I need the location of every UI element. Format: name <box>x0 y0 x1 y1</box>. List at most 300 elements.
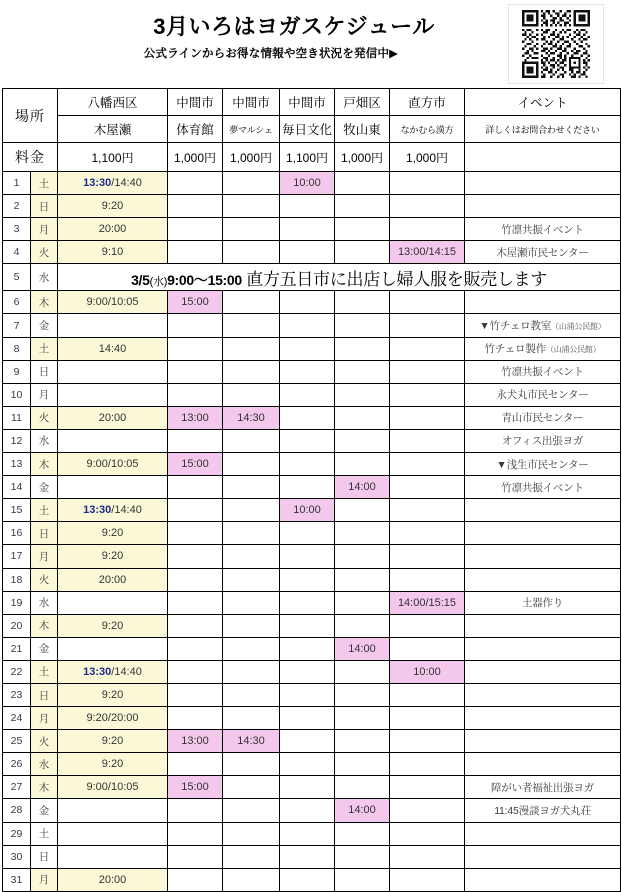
page-header <box>0 0 622 88</box>
slot-makiyamahigashi[interactable]: 14:00 <box>335 476 390 499</box>
header-area-yumemarche: 中間市 <box>223 89 280 116</box>
weekday-label: 月 <box>31 707 58 730</box>
highlighted-time: 13:30 <box>83 665 112 678</box>
slot-mainichibunka <box>280 241 335 264</box>
slot-yumemarche <box>223 172 280 195</box>
banner-text: 直方五日市に出店し婦人服を販売します <box>241 269 547 289</box>
weekday-label: 土 <box>31 660 58 683</box>
slot-makiyamahigashi <box>335 218 390 241</box>
slot-koyanose[interactable]: 20:00 <box>58 406 168 429</box>
slot-mainichibunka <box>280 522 335 545</box>
fee-event <box>465 143 621 172</box>
event-cell <box>465 753 621 776</box>
slot-mainichibunka <box>280 683 335 706</box>
slot-makiyamahigashi <box>335 522 390 545</box>
slot-makiyamahigashi <box>335 172 390 195</box>
highlighted-time: 13:30 <box>83 504 112 517</box>
event-cell <box>465 195 621 218</box>
event-cell[interactable]: 11:45漫談ヨガ犬丸荘 <box>465 799 621 822</box>
slot-koyanose[interactable]: 9:20 <box>58 545 168 568</box>
weekday-label: 木 <box>31 614 58 637</box>
slot-makiyamahigashi <box>335 429 390 452</box>
table-row <box>3 522 621 545</box>
slot-taiikukan <box>168 545 223 568</box>
weekday-label: 木 <box>31 291 58 314</box>
table-row <box>3 453 621 476</box>
event-cell <box>465 822 621 845</box>
slot-koyanose <box>58 383 168 406</box>
slot-yumemarche <box>223 591 280 614</box>
table-row <box>3 545 621 568</box>
slot-makiyamahigashi <box>335 776 390 799</box>
slot-yumemarche <box>223 660 280 683</box>
slot-makiyamahigashi <box>335 822 390 845</box>
day-number: 3 <box>3 218 31 241</box>
event-location-note: （山浦公民館） <box>545 345 601 355</box>
slot-nakamurakanpo <box>390 383 465 406</box>
slot-taiikukan <box>168 707 223 730</box>
slot-yumemarche <box>223 291 280 314</box>
slot-taiikukan <box>168 172 223 195</box>
table-row <box>3 660 621 683</box>
slot-taiikukan <box>168 799 223 822</box>
weekday-label: 日 <box>31 360 58 383</box>
weekday-label: 月 <box>31 868 58 891</box>
slot-makiyamahigashi <box>335 753 390 776</box>
schedule-table <box>2 88 621 892</box>
fee-nakamurakanpo: 1,000円 <box>390 143 465 172</box>
slot-nakamurakanpo <box>390 707 465 730</box>
slot-mainichibunka <box>280 568 335 591</box>
slot-taiikukan[interactable]: 15:00 <box>168 776 223 799</box>
day-number: 13 <box>3 453 31 476</box>
slot-yumemarche <box>223 429 280 452</box>
slot-nakamurakanpo <box>390 522 465 545</box>
weekday-label: 火 <box>31 568 58 591</box>
event-cell <box>465 291 621 314</box>
slot-taiikukan[interactable]: 13:00 <box>168 730 223 753</box>
slot-yumemarche <box>223 614 280 637</box>
slot-nakamurakanpo <box>390 406 465 429</box>
table-row <box>3 776 621 799</box>
slot-yumemarche <box>223 383 280 406</box>
header-venue-event-note: 詳しくはお問合わせください <box>465 116 621 143</box>
page-subtitle: 公式ラインからお得な情報や空き状況を発信中▶ <box>143 48 399 60</box>
slot-taiikukan <box>168 660 223 683</box>
slot-mainichibunka <box>280 218 335 241</box>
event-cell[interactable]: 竹凛共振イベント <box>465 360 621 383</box>
header-row-area <box>3 89 621 116</box>
event-cell[interactable] <box>465 337 621 360</box>
slot-mainichibunka <box>280 753 335 776</box>
slot-mainichibunka <box>280 660 335 683</box>
slot-nakamurakanpo <box>390 683 465 706</box>
day-number: 2 <box>3 195 31 218</box>
event-cell <box>465 660 621 683</box>
slot-nakamurakanpo[interactable]: 13:00/14:15 <box>390 241 465 264</box>
table-row <box>3 822 621 845</box>
event-cell[interactable]: 竹凛共振イベント <box>465 218 621 241</box>
slot-taiikukan <box>168 241 223 264</box>
event-cell[interactable]: 永犬丸市民センター <box>465 383 621 406</box>
day-number: 19 <box>3 591 31 614</box>
weekday-label: 火 <box>31 241 58 264</box>
day-number: 11 <box>3 406 31 429</box>
weekday-label: 土 <box>31 172 58 195</box>
header-row-venue <box>3 116 621 143</box>
weekday-label: 木 <box>31 776 58 799</box>
table-row <box>3 591 621 614</box>
slot-mainichibunka <box>280 337 335 360</box>
table-row <box>3 614 621 637</box>
slot-yumemarche <box>223 314 280 337</box>
slot-koyanose[interactable]: 9:20 <box>58 522 168 545</box>
day-number: 28 <box>3 799 31 822</box>
weekday-label: 木 <box>31 453 58 476</box>
slot-taiikukan[interactable]: 15:00 <box>168 291 223 314</box>
banner-time: 9:00〜15:00 <box>167 271 242 288</box>
day-number: 16 <box>3 522 31 545</box>
slot-makiyamahigashi <box>335 568 390 591</box>
slot-mainichibunka <box>280 291 335 314</box>
table-row <box>3 568 621 591</box>
slot-koyanose <box>58 429 168 452</box>
qr-code-frame <box>508 4 604 84</box>
slot-taiikukan <box>168 383 223 406</box>
header-venue-mainichibunka: 毎日文化 <box>280 116 335 143</box>
event-cell[interactable]: 土器作り <box>465 591 621 614</box>
slot-yumemarche <box>223 845 280 868</box>
slot-nakamurakanpo <box>390 453 465 476</box>
slot-makiyamahigashi <box>335 614 390 637</box>
slot-koyanose[interactable]: 13:30/14:40 <box>58 499 168 522</box>
day-number: 14 <box>3 476 31 499</box>
slot-mainichibunka <box>280 545 335 568</box>
slot-yumemarche[interactable]: 14:30 <box>223 406 280 429</box>
header-area-taiikukan: 中間市 <box>168 89 223 116</box>
header-area-mainichibunka: 中間市 <box>280 89 335 116</box>
slot-koyanose[interactable]: 13:30/14:40 <box>58 660 168 683</box>
slot-makiyamahigashi <box>335 291 390 314</box>
slot-makiyamahigashi[interactable]: 14:00 <box>335 637 390 660</box>
weekday-label: 水 <box>31 753 58 776</box>
table-row <box>3 429 621 452</box>
event-cell <box>465 172 621 195</box>
slot-mainichibunka <box>280 614 335 637</box>
header-area-nakamurakanpo: 直方市 <box>390 89 465 116</box>
qr-code-icon <box>514 10 598 78</box>
day-number: 5 <box>3 264 31 291</box>
header-venue-nakamurakanpo: なかむら漢方 <box>390 116 465 143</box>
slot-mainichibunka[interactable]: 10:00 <box>280 172 335 195</box>
fee-taiikukan: 1,000円 <box>168 143 223 172</box>
event-cell <box>465 707 621 730</box>
slot-koyanose[interactable]: 9:20 <box>58 195 168 218</box>
slot-nakamurakanpo <box>390 568 465 591</box>
slot-nakamurakanpo <box>390 499 465 522</box>
header-area-event: イベント <box>465 89 621 116</box>
table-row <box>3 264 621 291</box>
fee-yumemarche: 1,000円 <box>223 143 280 172</box>
event-cell[interactable]: 木屋瀬市民センター <box>465 241 621 264</box>
slot-koyanose[interactable]: 9:20/20:00 <box>58 707 168 730</box>
weekday-label: 土 <box>31 499 58 522</box>
slot-nakamurakanpo <box>390 314 465 337</box>
day-number: 23 <box>3 683 31 706</box>
table-row <box>3 476 621 499</box>
slot-taiikukan <box>168 822 223 845</box>
slot-yumemarche <box>223 218 280 241</box>
slot-koyanose[interactable]: 13:30/14:40 <box>58 172 168 195</box>
weekday-label: 火 <box>31 730 58 753</box>
banner-weekday: (水) <box>149 275 168 288</box>
table-row <box>3 637 621 660</box>
slot-yumemarche <box>223 522 280 545</box>
slot-yumemarche <box>223 360 280 383</box>
slot-koyanose[interactable]: 14:40 <box>58 337 168 360</box>
slot-makiyamahigashi <box>335 499 390 522</box>
slot-yumemarche <box>223 799 280 822</box>
slot-yumemarche <box>223 241 280 264</box>
slot-koyanose <box>58 637 168 660</box>
slot-koyanose[interactable]: 20:00 <box>58 868 168 891</box>
fee-makiyamahigashi: 1,000円 <box>335 143 390 172</box>
event-location-note: （山浦公民館） <box>551 322 606 332</box>
slot-makiyamahigashi <box>335 683 390 706</box>
slot-taiikukan[interactable]: 15:00 <box>168 453 223 476</box>
slot-mainichibunka <box>280 314 335 337</box>
weekday-label: 日 <box>31 683 58 706</box>
highlighted-time: 13:30 <box>83 177 112 190</box>
slot-nakamurakanpo <box>390 545 465 568</box>
day-number: 9 <box>3 360 31 383</box>
day-number: 20 <box>3 614 31 637</box>
slot-makiyamahigashi <box>335 730 390 753</box>
slot-taiikukan <box>168 845 223 868</box>
slot-koyanose <box>58 799 168 822</box>
slot-mainichibunka <box>280 637 335 660</box>
event-title: ▼竹チェロ教室 <box>479 320 552 333</box>
slot-nakamurakanpo <box>390 429 465 452</box>
slot-makiyamahigashi[interactable]: 14:00 <box>335 799 390 822</box>
table-row <box>3 337 621 360</box>
slot-taiikukan[interactable]: 13:00 <box>168 406 223 429</box>
slot-makiyamahigashi <box>335 241 390 264</box>
slot-koyanose[interactable]: 9:00/10:05 <box>58 453 168 476</box>
slot-koyanose[interactable]: 9:20 <box>58 753 168 776</box>
slot-koyanose[interactable]: 9:10 <box>58 241 168 264</box>
slot-yumemarche <box>223 195 280 218</box>
slot-nakamurakanpo <box>390 195 465 218</box>
slot-nakamurakanpo[interactable]: 10:00 <box>390 660 465 683</box>
day-number: 8 <box>3 337 31 360</box>
weekday-label: 日 <box>31 195 58 218</box>
table-body <box>3 172 621 892</box>
day-number: 1 <box>3 172 31 195</box>
slot-koyanose[interactable]: 9:20 <box>58 683 168 706</box>
slot-koyanose <box>58 591 168 614</box>
event-title: 竹チェロ製作 <box>484 343 546 356</box>
slot-taiikukan <box>168 683 223 706</box>
day-number: 4 <box>3 241 31 264</box>
slot-koyanose[interactable]: 9:00/10:05 <box>58 776 168 799</box>
weekday-label: 日 <box>31 845 58 868</box>
event-cell <box>465 568 621 591</box>
slot-taiikukan <box>168 499 223 522</box>
slot-makiyamahigashi <box>335 707 390 730</box>
day-number: 24 <box>3 707 31 730</box>
event-cell[interactable]: 青山市民センター <box>465 406 621 429</box>
slot-yumemarche <box>223 822 280 845</box>
slot-makiyamahigashi <box>335 337 390 360</box>
event-cell <box>465 522 621 545</box>
weekday-label: 土 <box>31 337 58 360</box>
weekday-label: 金 <box>31 314 58 337</box>
weekday-label: 水 <box>31 591 58 614</box>
table-row <box>3 406 621 429</box>
table-row <box>3 360 621 383</box>
slot-nakamurakanpo <box>390 218 465 241</box>
slot-mainichibunka <box>280 453 335 476</box>
event-cell[interactable]: オフィス出張ヨガ <box>465 429 621 452</box>
slot-yumemarche <box>223 453 280 476</box>
header-venue-yumemarche: 夢マルシェ <box>223 116 280 143</box>
header-row-fee <box>3 143 621 172</box>
slot-yumemarche <box>223 337 280 360</box>
weekday-label: 火 <box>31 406 58 429</box>
table-row <box>3 218 621 241</box>
slot-nakamurakanpo <box>390 730 465 753</box>
slot-nakamurakanpo[interactable]: 14:00/15:15 <box>390 591 465 614</box>
event-cell <box>465 637 621 660</box>
header-venue-koyanose: 木屋瀬 <box>58 116 168 143</box>
event-cell[interactable]: ▼浅生市民センター <box>465 453 621 476</box>
event-cell[interactable]: 障がい者福祉出張ヨガ <box>465 776 621 799</box>
slot-taiikukan <box>168 522 223 545</box>
slot-makiyamahigashi <box>335 195 390 218</box>
slot-yumemarche[interactable]: 14:30 <box>223 730 280 753</box>
weekday-label: 水 <box>31 429 58 452</box>
slot-mainichibunka <box>280 730 335 753</box>
slot-makiyamahigashi <box>335 360 390 383</box>
slot-koyanose[interactable]: 9:20 <box>58 614 168 637</box>
header-place-label: 場所 <box>3 89 58 143</box>
slot-taiikukan <box>168 314 223 337</box>
slot-taiikukan <box>168 195 223 218</box>
slot-mainichibunka <box>280 776 335 799</box>
day-number: 31 <box>3 868 31 891</box>
slot-mainichibunka <box>280 799 335 822</box>
event-cell <box>465 499 621 522</box>
day-number: 7 <box>3 314 31 337</box>
header-fee-label: 料金 <box>3 143 58 172</box>
slot-nakamurakanpo <box>390 845 465 868</box>
slot-taiikukan <box>168 476 223 499</box>
weekday-label: 金 <box>31 799 58 822</box>
slot-yumemarche <box>223 499 280 522</box>
slot-yumemarche <box>223 545 280 568</box>
header-venue-taiikukan: 体育館 <box>168 116 223 143</box>
day-number: 17 <box>3 545 31 568</box>
slot-yumemarche <box>223 753 280 776</box>
slot-koyanose <box>58 360 168 383</box>
page-title: 3月いろはヨガスケジュール <box>153 14 435 39</box>
slot-taiikukan <box>168 591 223 614</box>
table-row <box>3 753 621 776</box>
day-number: 21 <box>3 637 31 660</box>
event-cell[interactable] <box>465 314 621 337</box>
slot-nakamurakanpo <box>390 291 465 314</box>
event-cell <box>465 683 621 706</box>
day-number: 30 <box>3 845 31 868</box>
slot-makiyamahigashi <box>335 314 390 337</box>
table-row <box>3 683 621 706</box>
slot-yumemarche <box>223 683 280 706</box>
day-number: 18 <box>3 568 31 591</box>
fee-mainichibunka: 1,100円 <box>280 143 335 172</box>
slot-koyanose[interactable]: 9:00/10:05 <box>58 291 168 314</box>
day-number: 27 <box>3 776 31 799</box>
weekday-label: 月 <box>31 545 58 568</box>
slot-mainichibunka[interactable]: 10:00 <box>280 499 335 522</box>
day-number: 29 <box>3 822 31 845</box>
slot-mainichibunka <box>280 406 335 429</box>
slot-nakamurakanpo <box>390 172 465 195</box>
fee-koyanose: 1,100円 <box>58 143 168 172</box>
slot-mainichibunka <box>280 195 335 218</box>
slot-koyanose <box>58 822 168 845</box>
table-row <box>3 730 621 753</box>
weekday-label: 土 <box>31 822 58 845</box>
weekday-label: 金 <box>31 637 58 660</box>
slot-mainichibunka <box>280 429 335 452</box>
table-row <box>3 291 621 314</box>
header-area-koyanose: 八幡西区 <box>58 89 168 116</box>
table-row <box>3 499 621 522</box>
slot-koyanose <box>58 476 168 499</box>
slot-taiikukan <box>168 337 223 360</box>
slot-nakamurakanpo <box>390 337 465 360</box>
slot-makiyamahigashi <box>335 545 390 568</box>
slot-yumemarche <box>223 776 280 799</box>
slot-nakamurakanpo <box>390 822 465 845</box>
slot-taiikukan <box>168 614 223 637</box>
table-header <box>3 89 621 172</box>
event-cell[interactable]: 竹凛共振イベント <box>465 476 621 499</box>
slot-nakamurakanpo <box>390 476 465 499</box>
slot-nakamurakanpo <box>390 614 465 637</box>
table-row <box>3 314 621 337</box>
slot-koyanose[interactable]: 9:20 <box>58 730 168 753</box>
weekday-label: 日 <box>31 522 58 545</box>
table-row <box>3 799 621 822</box>
slot-mainichibunka <box>280 707 335 730</box>
day-number: 12 <box>3 429 31 452</box>
header-area-makiyamahigashi: 戸畑区 <box>335 89 390 116</box>
slot-taiikukan <box>168 568 223 591</box>
slot-makiyamahigashi <box>335 383 390 406</box>
day-number: 22 <box>3 660 31 683</box>
slot-koyanose <box>58 845 168 868</box>
slot-koyanose[interactable]: 20:00 <box>58 568 168 591</box>
slot-mainichibunka <box>280 822 335 845</box>
table-row <box>3 383 621 406</box>
event-cell <box>465 545 621 568</box>
slot-koyanose[interactable]: 20:00 <box>58 218 168 241</box>
day-number: 6 <box>3 291 31 314</box>
slot-mainichibunka <box>280 591 335 614</box>
banner-date: 3/5 <box>131 271 150 288</box>
